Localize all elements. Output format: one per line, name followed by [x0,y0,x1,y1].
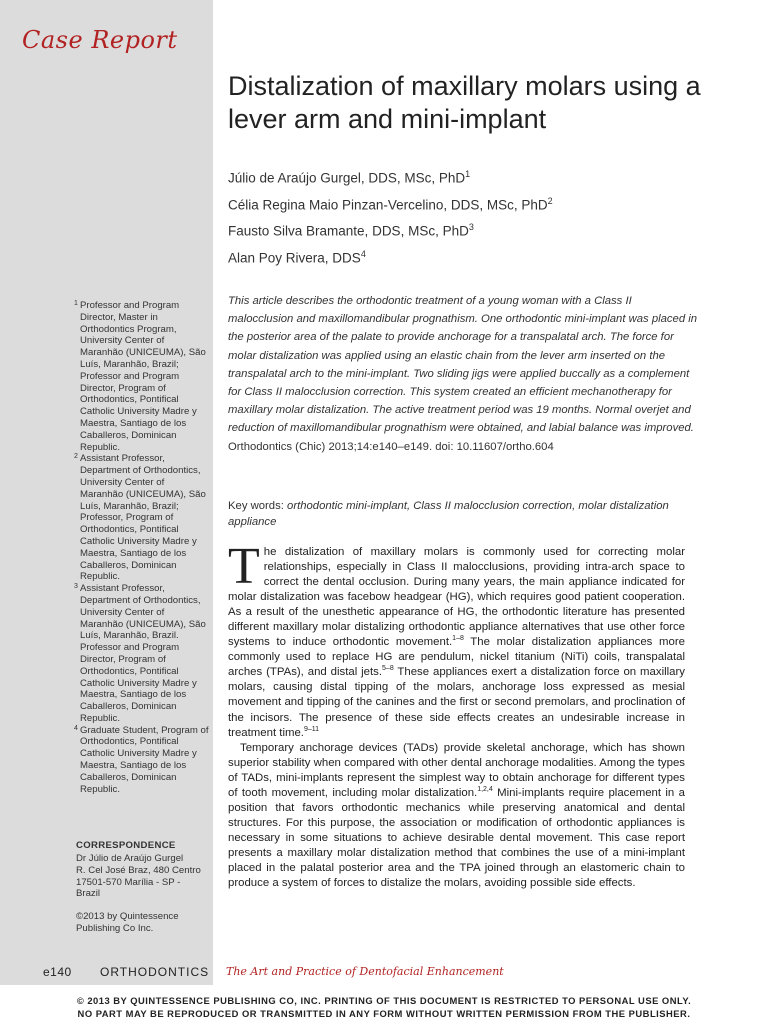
citation: Orthodontics (Chic) 2013;14:e140–e149. doi: 10.11607/ortho.604 [228,440,554,453]
author: Célia Regina Maio Pinzan-Vercelino, DDS, MSc, PhD$^2$ [228,195,553,212]
page-number: e140 [43,965,72,979]
affiliation: 1 Professor and Program Director, Master in Orthodontics Program, University Center of Maranhão (UNICEUMA), São Luís, Maranhão, Brazil; Professor and Program Director, Program of Orthodontics, Pontifical Catholic University Madre y Maestra, Santiago de los Caballeros, Dominican Republic. [74,300,206,453]
correspondence-address: Dr Júlio de Araújo Gurgel R. Cel José Braz, 480 Centro 17501-570 Marília - SP - Brazil [76,853,201,900]
paragraph: The distalization of maxillary molars is commonly used for correcting molar relationships, especially in Class II malocclusions, providing intra-arch space to correct the dental occlusion. During many years, the main appliance indicated for molar distalization was facebow headgear (HG), which requires good patient cooperation. As a result of the unesthetic appearance of HG, the orthodontic literature has presented different maxillary molar distalizing orthodontic appliance alternatives that use other force systems to induce orthodontic movement.$^{1-8}$ The molar distalization appliances more commonly used to replace HG are pendulum, nickel titanium (NiTi) coils, transpalatal arches (TPAs), and distal jets.$^{5-8}$ These appliances exert a distalization force on maxillary molars, causing distal tipping of the molars, anchorage loss expressed as mesial movement and tipping of the canines and the first or second premolars, and proclination of the incisors. The presence of these side effects creates an undesirable increase in treatment time.$^{9-11}$ [228,538,685,739]
author: Júlio de Araújo Gurgel, DDS, MSc, PhD$^1$ [228,169,471,186]
sidebar-copyright: ©2013 by Quintessence Publishing Co Inc. [76,911,179,934]
author-list [228,163,553,269]
affiliation: 2 Assistant Professor, Department of Orthodontics, University Center of Maranhão (UNICEUMA), São Luís, Maranhão, Brazil; Professor, Program of Orthodontics, Pontifical Catholic University Madre y Maestra, Santiago de los Caballeros, Dominican Republic. [74,453,206,583]
affiliation: 3 Assistant Professor, Department of Orthodontics, University Center of Maranhão (UNICEUMA), São Luís, Maranhão, Brazil. Professor and Program Director, Program of Orthodontics, Pontifical Catholic University Madre y Maestra, Santiago de los Caballeros, Dominican Republic. [74,583,206,724]
section-label: Case Report [22,26,178,54]
article-title: Distalization of maxillary molars using a lever arm and mini-implant [228,71,701,134]
abstract: This article describes the orthodontic treatment of a young woman with a Class II malocclusion and maxillomandibular prognathism. One orthodontic mini-implant was placed in the posterior area of the palate to provide anchorage for a transpalatal arch. The force for molar distalization was applied using an elastic chain from the lever arm inserted on the transpalatal arch to the mini-implant. Two sliding jigs were applied buccally as a complement for Class II malocclusion correction. This system created an efficient mechanotherapy for maxillary molar distalization. The active treatment period was 19 months. Normal overjet and reduction of maxillomandibular prognathism were obtained, and labial balance was improved. Orthodontics (Chic) 2013;14:e140–e149. doi: 10.11607/ortho.604 [228,295,698,453]
drop-cap: T [228,538,260,595]
journal-name: ORTHODONTICS [100,965,210,979]
article-body [228,538,685,891]
journal-tagline: The Art and Practice of Dentofacial Enhancement [226,965,504,978]
affiliation: 4 Graduate Student, Program of Orthodontics, Pontifical Catholic University Madre y Maestra, Santiago de los Caballeros, Dominican Republic. [74,724,209,795]
correspondence-heading: CORRESPONDENCE [76,840,176,851]
affiliations [74,300,210,795]
author: Alan Poy Rivera, DDS$^4$ [228,248,366,265]
paragraph: Temporary anchorage devices (TADs) provide skeletal anchorage, which has shown superior stability when compared with other dental anchorage modalities. Among the types of TADs, mini-implants represent the simplest way to obtain anchorage for different types of tooth movement, including molar distalization.$^{1,2,4}$ Mini-implants require placement in a position that favors orthodontic mechanics while preserving anatomical and dental structures. For this purpose, the association or modification of orthodontic appliances is necessary in some situations to achieve desirable dental movement. This case report presents a maxillary molar distalization method that combines the use of a mini-implant placed in the palatal posterior area and the TPA joined through an elastomeric chain to produce a system of forces to distalize the molars, avoiding possible side effects. [228,741,685,890]
author: Fausto Silva Bramante, DDS, MSc, PhD$^3$ [228,222,474,239]
copyright-notice: © 2013 BY QUINTESSENCE PUBLISHING CO, INC. PRINTING OF THIS DOCUMENT IS RESTRICTED TO PERSONAL USE ONLY. NO PART MAY BE REPRODUCED OR TRANSMITTED IN ANY FORM WITHOUT WRITTEN PERMISSION FROM THE PUBLISHER. [76,995,692,1019]
keywords: Key words: orthodontic mini-implant, Class II malocclusion correction, molar distalization appliance [228,500,669,528]
